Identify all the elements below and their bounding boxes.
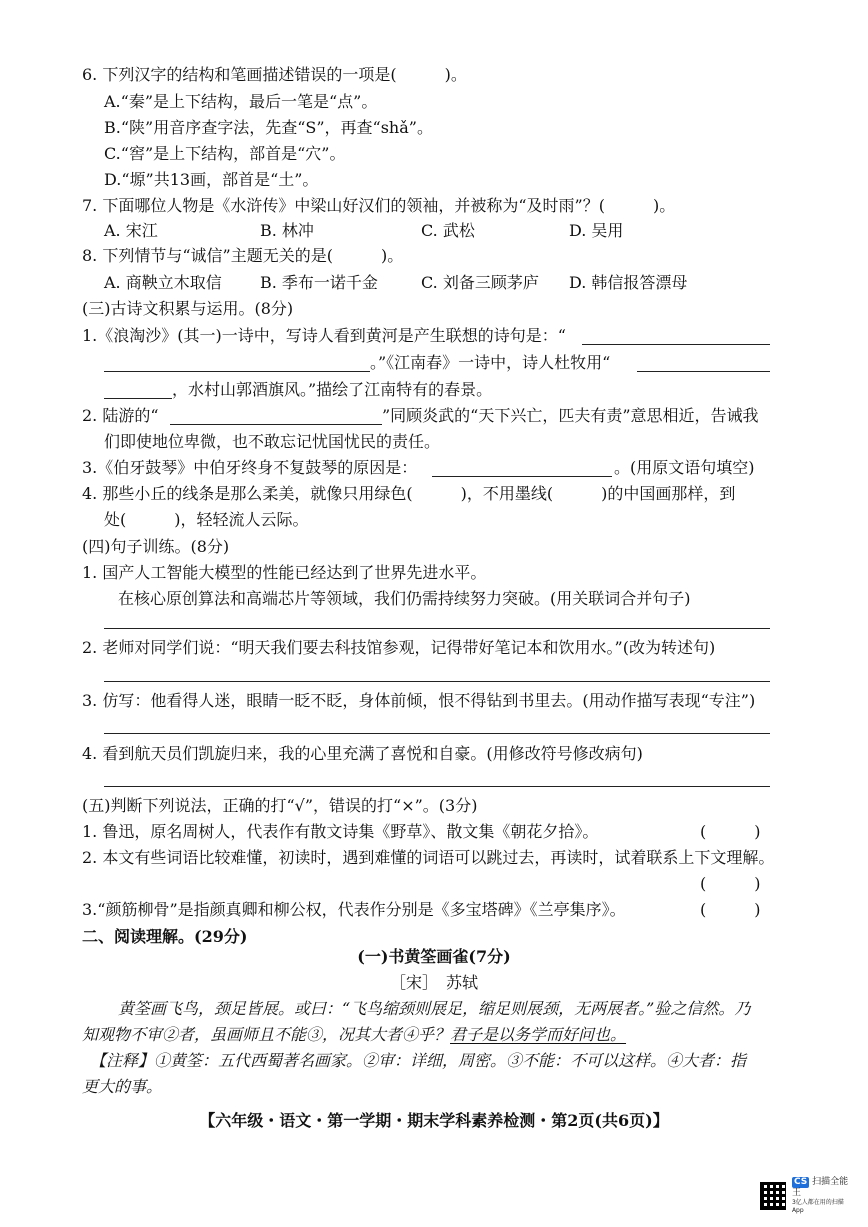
reading-para-line1: 黄筌画飞鸟，颈足皆展。或曰：“飞鸟缩颈则展足，缩足则展颈，无两展者。”验之信然。乃	[118, 999, 751, 1018]
q7-option-b: B. 林冲	[260, 221, 314, 240]
q8-stem: 8. 下列情节与“诚信”主题无关的是( )。	[82, 246, 404, 265]
part2-title: 二、阅读理解。(29分)	[82, 927, 248, 946]
q7-option-d: D. 吴用	[569, 221, 624, 240]
s3-q2-rest: ”同顾炎武的“天下兴亡，匹夫有责”意思相近，告诫我	[382, 406, 759, 425]
scanner-app-name: 扫描全能王	[791, 1177, 849, 1198]
q6-option-b: B.“陕”用音序查字法，先查“S”，再查“shǎ”。	[104, 118, 433, 137]
answer-blank[interactable]	[170, 424, 382, 425]
answer-line[interactable]	[104, 786, 770, 787]
reading-author: ［宋］ 苏轼	[389, 973, 478, 992]
q6-option-c: C.“窖”是上下结构，部首是“穴”。	[104, 144, 346, 163]
judgement-blank[interactable]: ( )	[700, 822, 761, 841]
s5-q2: 2. 本文有些词语比较难懂，初读时，遇到难懂的词语可以跳过去，再读时，试着联系上下文理解。	[82, 848, 775, 867]
s4-q1-line2: 在核心原创算法和高端芯片等领域，我们仍需持续努力突破。(用关联词合并句子)	[118, 589, 691, 608]
s3-q4-line1: 4. 那些小丘的线条是那么柔美，就像只用绿色( )，不用墨线( )的中国画那样，到	[82, 484, 736, 503]
reading-title: (一)书黄筌画雀(7分)	[357, 947, 511, 966]
s4-q1-line1: 1. 国产人工智能大模型的性能已经达到了世界先进水平。	[82, 563, 487, 582]
section4-title: (四)句子训练。(8分)	[82, 537, 230, 556]
q6-option-d: D.“塬”共13画，部首是“土”。	[104, 170, 319, 189]
answer-blank[interactable]	[432, 476, 612, 477]
s3-q1-line2: 。”《江南春》一诗中，诗人杜牧用“	[370, 353, 611, 372]
section3-title: (三)古诗文积累与运用。(8分)	[82, 299, 294, 318]
s5-q1: 1. 鲁迅，原名周树人，代表作有散文诗集《野草》、散文集《朝花夕拾》。	[82, 822, 599, 841]
q8-option-c: C. 刘备三顾茅庐	[421, 273, 539, 292]
answer-blank[interactable]	[582, 344, 770, 345]
q7-options	[104, 220, 744, 242]
q7-option-a: A. 宋江	[104, 221, 158, 240]
underlined-sentence: 君子是以务学而好问也。	[450, 1025, 627, 1044]
q8-option-b: B. 季布一诺千金	[260, 273, 378, 292]
q8-option-a: A. 商鞅立木取信	[104, 273, 222, 292]
annotation-line2: 更大的事。	[82, 1077, 163, 1096]
scanner-watermark	[760, 1177, 852, 1214]
s3-q4-line2: 处( )，轻轻流人云际。	[104, 510, 309, 529]
judgement-blank[interactable]: ( )	[700, 874, 761, 893]
s4-q4: 4. 看到航天员们凯旋归来，我的心里充满了喜悦和自豪。(用修改符号修改病句)	[82, 744, 643, 763]
s3-q1-line1: 1.《浪淘沙》(其一)一诗中，写诗人看到黄河是产生联想的诗句是：“	[82, 326, 566, 345]
section5-title: (五)判断下列说法，正确的打“√”，错误的打“×”。(3分)	[82, 796, 478, 815]
cs-logo-icon: CS	[793, 1177, 808, 1187]
annotation-line1: 【注释】①黄筌：五代西蜀著名画家。②审：详细，周密。③不能：不可以这样。④大者：指	[90, 1051, 747, 1070]
s3-q2-line2: 们即使地位卑微，也不敢忘记忧国忧民的责任。	[104, 432, 441, 451]
s3-q3-rest: 。(用原文语句填空)	[614, 458, 755, 477]
answer-blank[interactable]	[104, 398, 172, 399]
answer-blank[interactable]	[104, 371, 370, 372]
q6-option-a: A.“秦”是上下结构，最后一笔是“点”。	[104, 92, 378, 111]
page-footer: 【六年级・语文・第一学期・期末学科素养检测・第2页(共6页)】	[199, 1111, 669, 1130]
s4-q2: 2. 老师对同学们说：“明天我们要去科技馆参观，记得带好笔记本和饮用水。”(改为转述句)	[82, 638, 716, 657]
answer-line[interactable]	[104, 681, 770, 682]
q8-option-d: D. 韩信报答漂母	[569, 273, 688, 292]
q7-option-c: C. 武松	[421, 221, 475, 240]
scanner-label	[792, 1177, 852, 1215]
s3-q2-start: 2. 陆游的“	[82, 406, 159, 425]
qr-code-icon	[760, 1182, 786, 1210]
reading-para-line2	[82, 1024, 626, 1046]
judgement-blank[interactable]: ( )	[700, 900, 761, 919]
answer-blank[interactable]	[637, 371, 770, 372]
q6-stem: 6. 下列汉字的结构和笔画描述错误的一项是( )。	[82, 65, 467, 84]
scanner-tagline: 3亿人都在用的扫描App	[791, 1199, 844, 1214]
q8-options	[104, 272, 744, 294]
answer-line[interactable]	[104, 733, 770, 734]
s4-q3: 3. 仿写：他看得人迷，眼睛一眨不眨，身体前倾，恨不得钻到书里去。(用动作描写表现“专注”)	[82, 691, 756, 710]
q7-stem: 7. 下面哪位人物是《水浒传》中梁山好汉们的领袖，并被称为“及时雨”？( )。	[82, 196, 676, 215]
s5-q3: 3.“颜筋柳骨”是指颜真卿和柳公权，代表作分别是《多宝塔碑》《兰亭集序》。	[82, 900, 626, 919]
answer-line[interactable]	[104, 628, 770, 629]
s3-q1-line3: ，水村山郭酒旗风。”描绘了江南特有的春景。	[172, 380, 493, 399]
reading-para-line2-text: 知观物不审②者，虽画师且不能③，况其大者④乎？	[82, 1025, 451, 1044]
s3-q3-start: 3.《伯牙鼓琴》中伯牙终身不复鼓琴的原因是：	[82, 458, 418, 477]
